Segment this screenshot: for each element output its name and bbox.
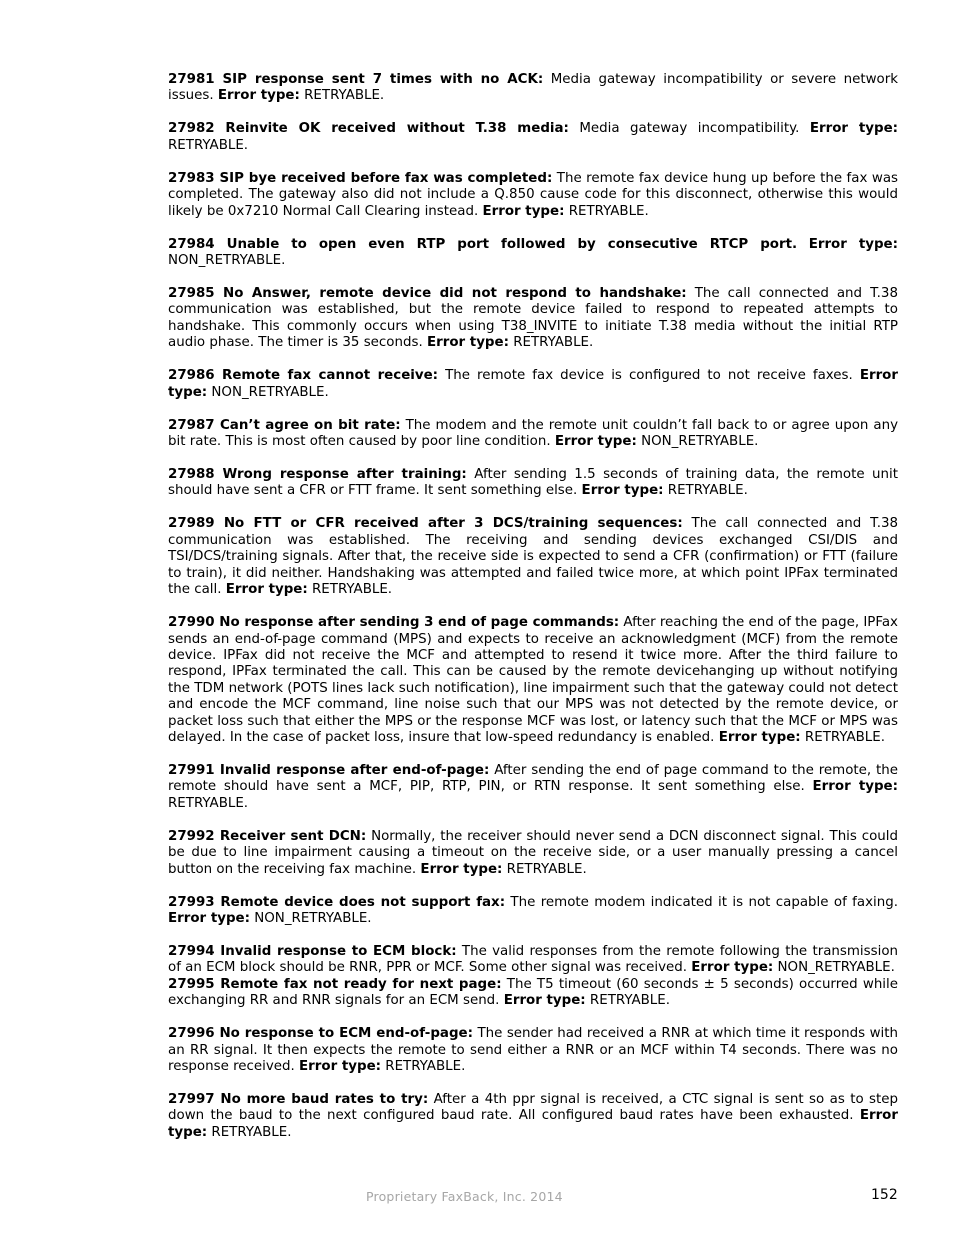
- error-type-label: Error type:: [217, 88, 300, 104]
- error-type-value: RETRYABLE.: [800, 729, 885, 745]
- error-title: 27990 No response after sending 3 end of page commands:: [168, 615, 620, 631]
- error-type-value: RETRYABLE.: [381, 1059, 466, 1074]
- error-type-label: Error type:: [718, 729, 801, 745]
- error-description: The call connected and T.38 communication was established. The receiving and sending devices exchanged CSI/DIS and TSI/DCS/training signals. After that, the receive side is expected to send a CFR (confirmation) or FTT (failure to train), it did neither. Handshaking was attempted and failed twice more, at which point IPFax terminated the call.: [168, 516, 898, 598]
- error-entry-27983: [168, 171, 898, 220]
- error-entry-27984: [168, 237, 898, 270]
- error-title: 27987 Can’t agree on bit rate:: [168, 417, 401, 433]
- error-entry-27981: [168, 72, 898, 105]
- error-type-value: RETRYABLE.: [585, 993, 670, 1009]
- error-type-label: Error type:: [503, 993, 586, 1009]
- error-description: After reaching the end of the page, IPFax sends an end-of-page command (MPS) and expects to receive an acknowledgment (MCF) from the remote device. IPFax did not receive the MCF and attempted to resend it twice more. After the third failure to respond, IPFax terminated the call. This can be caused by the remote devicehanging up without notifying the TDM network (POTS lines lack such notification), line impairment such that the gateway could not detect and encode the MCF command, line noise such that our MPS was not detected by the remote device, or packet loss such that either the MPS or the response MCF was lost, or latency such that the MCF or MPS was delayed. In the case of packet loss, insure that low-speed redundancy is enabled.: [168, 615, 898, 745]
- error-entry-27989: [168, 516, 898, 598]
- error-entry-27985: [168, 286, 898, 352]
- error-type-label: Error type:: [812, 779, 898, 795]
- error-title: 27988 Wrong response after training:: [168, 467, 467, 483]
- error-title: 27991 Invalid response after end-of-page:: [168, 762, 490, 778]
- error-type-value: RETRYABLE.: [299, 88, 385, 104]
- error-entry-27987: [168, 418, 898, 451]
- error-title: 27992 Receiver sent DCN:: [168, 828, 367, 844]
- error-type-label: Error type:: [808, 236, 898, 252]
- error-type-label: Error type:: [168, 368, 898, 400]
- error-type-label: Error type:: [299, 1059, 382, 1074]
- error-entry-27993: [168, 895, 898, 928]
- error-type-label: Error type:: [809, 121, 899, 137]
- error-type-value: RETRYABLE.: [508, 335, 594, 351]
- error-type-value: NON_RETRYABLE.: [636, 434, 759, 450]
- error-title: 27985 No Answer, remote device did not respond to handshake:: [168, 286, 687, 302]
- error-type-value: RETRYABLE.: [307, 582, 393, 598]
- error-entry-27988: [168, 467, 898, 500]
- error-title: 27995 Remote fax not ready for next page:: [168, 976, 502, 992]
- error-title: 27982 Reinvite OK received without T.38 media:: [168, 121, 569, 137]
- error-description: The remote modem indicated it is not capable of faxing.: [505, 894, 898, 910]
- error-description: The sender had received a RNR at which time it responds with an RR signal. It then expects the remote to send either a RNR or an MCF within T4 seconds. There was no response received.: [168, 1026, 898, 1074]
- error-title: 27994 Invalid response to ECM block:: [168, 943, 457, 959]
- error-description: After sending 1.5 seconds of training data, the remote unit should have sent a CFR or FTT frame. It sent something else.: [168, 467, 898, 499]
- error-type-value: NON_RETRYABLE.: [207, 384, 329, 400]
- error-title: 27986 Remote fax cannot receive:: [168, 368, 439, 384]
- error-description: The T5 timeout (60 seconds ± 5 seconds) occurred while exchanging RR and RNR signals for an ECM send.: [168, 976, 898, 1009]
- error-entry-27997: [168, 1092, 898, 1141]
- error-description: Media gateway incompatibility or severe network issues.: [168, 72, 898, 104]
- error-type-label: Error type:: [482, 203, 565, 219]
- error-type-label: Error type:: [554, 434, 637, 450]
- error-type-label: Error type:: [581, 483, 664, 499]
- error-description: After a 4th ppr signal is received, a CTC signal is sent so as to step down the baud to the next configured baud rate. All configured baud rates have been exhausted.: [168, 1092, 899, 1124]
- error-type-label: Error type:: [168, 1108, 898, 1140]
- error-description: The remote fax device is configured to not receive faxes.: [438, 368, 860, 384]
- error-description: After sending the end of page command to the remote, the remote should have sent a MCF, PIP, RTP, PIN, or RTN response. It sent something else.: [168, 762, 898, 795]
- error-entry-27986: [168, 368, 898, 401]
- error-title: 27997 No more baud rates to try:: [168, 1092, 429, 1107]
- error-description: Media gateway incompatibility.: [568, 121, 810, 137]
- error-description: The call connected and T.38 communication was established, but the remote device failed to respond to repeated attempts to handshake. This commonly occurs when using T38_INVITE to initiate T.38 media without the initial RTP audio phase. The timer is 35 seconds.: [168, 286, 898, 351]
- error-entry-27990: [168, 615, 898, 746]
- error-type-label: Error type:: [225, 582, 308, 598]
- error-type-value: NON_RETRYABLE.: [249, 910, 372, 926]
- error-type-value: RETRYABLE.: [663, 483, 748, 499]
- error-type-value: NON_RETRYABLE.: [773, 960, 895, 976]
- error-type-label: Error type:: [426, 335, 509, 351]
- error-title: 27989 No FTT or CFR received after 3 DCS/training sequences:: [168, 516, 683, 532]
- error-code-list: [168, 72, 898, 1158]
- error-type-value: RETRYABLE.: [168, 795, 249, 811]
- error-entry-27982: [168, 121, 898, 154]
- error-description: Normally, the receiver should never send a DCN disconnect signal. This could be due to line impairment causing a timeout on the receive side, or a user manually pressing a cancel button on the receiving fax machine.: [168, 828, 898, 877]
- error-type-value: RETRYABLE.: [502, 861, 587, 877]
- error-entry-27996: [168, 1026, 898, 1075]
- error-description: The remote fax device hung up before the fax was completed. The gateway also did not include a Q.850 cause code for this disconnect, otherwise this would likely be 0x7210 Normal Call Clearing instead.: [168, 170, 899, 219]
- error-type-label: Error type:: [168, 910, 250, 926]
- error-type-value: RETRYABLE.: [168, 137, 249, 153]
- error-entry-27995: [168, 977, 898, 1010]
- error-type-label: Error type:: [691, 960, 774, 976]
- error-title: 27996 No response to ECM end-of-page:: [168, 1026, 473, 1042]
- page-number: 152: [871, 1187, 898, 1203]
- error-description: The valid responses from the remote following the transmission of an ECM block should be RNR, PPR or MCF. Some other signal was received.: [168, 943, 898, 976]
- error-type-value: NON_RETRYABLE.: [168, 253, 286, 269]
- error-entry-27991: [168, 763, 898, 812]
- error-entry-27994: [168, 944, 898, 977]
- error-entry-27992: [168, 829, 898, 878]
- error-title: 27981 SIP response sent 7 times with no ACK:: [168, 72, 544, 87]
- error-type-value: RETRYABLE.: [564, 203, 649, 219]
- error-title: 27984 Unable to open even RTP port followed by consecutive RTCP port.: [168, 236, 798, 252]
- error-title: 27993 Remote device does not support fax:: [168, 894, 506, 910]
- error-description: [797, 237, 809, 252]
- error-type-label: Error type:: [420, 861, 503, 877]
- error-title: 27983 SIP bye received before fax was completed:: [168, 170, 553, 186]
- error-type-value: RETRYABLE.: [207, 1124, 292, 1140]
- footer-copyright: Proprietary FaxBack, Inc. 2014: [366, 1189, 563, 1204]
- error-description: The modem and the remote unit couldn’t fall back to or agree upon any bit rate. This is most often caused by poor line condition.: [168, 417, 898, 450]
